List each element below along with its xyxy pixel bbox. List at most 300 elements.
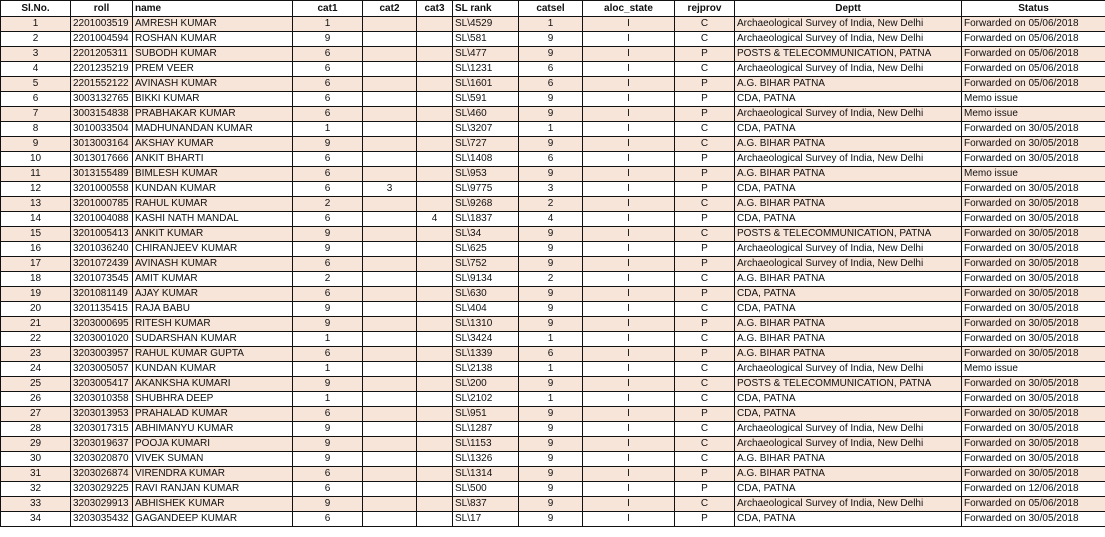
table-row [1,437,1105,452]
cell-roll: 3203029913 [71,497,133,512]
cell-slno: 13 [1,197,71,212]
cell-status: Forwarded on 05/06/2018 [962,497,1105,512]
cell-status: Forwarded on 30/05/2018 [962,317,1105,332]
cell-deptt: A.G. BIHAR PATNA [735,467,962,482]
cell-status: Forwarded on 05/06/2018 [962,17,1105,32]
cell-cat3 [417,32,453,47]
cell-slno: 23 [1,347,71,362]
cell-sl-rank: SL\1231 [453,62,519,77]
cell-sl-rank: SL\9134 [453,272,519,287]
cell-catsel: 9 [519,287,583,302]
cell-slno: 3 [1,47,71,62]
table-row [1,332,1105,347]
cell-roll: 3201135415 [71,302,133,317]
cell-cat1: 6 [293,62,363,77]
cell-cat2 [363,257,417,272]
cell-cat2 [363,62,417,77]
cell-deptt: A.G. BIHAR PATNA [735,77,962,92]
cell-cat2 [363,347,417,362]
cell-catsel: 9 [519,227,583,242]
cell-slno: 28 [1,422,71,437]
cell-sl-rank: SL\1153 [453,437,519,452]
cell-roll: 3203010358 [71,392,133,407]
table-row [1,287,1105,302]
cell-cat2 [363,47,417,62]
cell-aloc-state: I [583,182,675,197]
cell-aloc-state: I [583,212,675,227]
cell-roll: 3201000785 [71,197,133,212]
cell-deptt: A.G. BIHAR PATNA [735,197,962,212]
cell-aloc-state: I [583,512,675,527]
cell-cat2 [363,242,417,257]
table-row [1,212,1105,227]
cell-deptt: CDA, PATNA [735,392,962,407]
cell-aloc-state: I [583,92,675,107]
cell-cat1: 6 [293,92,363,107]
cell-sl-rank: SL\500 [453,482,519,497]
table-row [1,422,1105,437]
cell-status: Forwarded on 30/05/2018 [962,407,1105,422]
cell-rejprov: C [675,272,735,287]
cell-cat1: 6 [293,467,363,482]
cell-slno: 10 [1,152,71,167]
cell-cat1: 9 [293,242,363,257]
cell-slno: 2 [1,32,71,47]
table-row [1,62,1105,77]
col-header-sl-rank: SL rank [453,1,519,17]
cell-name: ABHISHEK KUMAR [133,497,293,512]
cell-deptt: CDA, PATNA [735,482,962,497]
table-row [1,122,1105,137]
cell-sl-rank: SL\17 [453,512,519,527]
cell-cat2 [363,482,417,497]
cell-name: VIRENDRA KUMAR [133,467,293,482]
cell-slno: 6 [1,92,71,107]
cell-cat3 [417,302,453,317]
cell-deptt: POSTS & TELECOMMUNICATION, PATNA [735,377,962,392]
table-row [1,47,1105,62]
cell-aloc-state: I [583,62,675,77]
cell-status: Forwarded on 30/05/2018 [962,227,1105,242]
cell-deptt: Archaeological Survey of India, New Delhi [735,17,962,32]
cell-deptt: POSTS & TELECOMMUNICATION, PATNA [735,47,962,62]
cell-cat1: 6 [293,47,363,62]
cell-slno: 31 [1,467,71,482]
cell-roll: 3203035432 [71,512,133,527]
cell-catsel: 9 [519,92,583,107]
cell-cat3 [417,77,453,92]
cell-cat2 [363,197,417,212]
cell-cat2 [363,317,417,332]
cell-aloc-state: I [583,152,675,167]
cell-sl-rank: SL\1287 [453,422,519,437]
cell-sl-rank: SL\951 [453,407,519,422]
cell-cat1: 1 [293,362,363,377]
cell-cat2 [363,32,417,47]
table-row [1,302,1105,317]
cell-sl-rank: SL\1310 [453,317,519,332]
cell-sl-rank: SL\581 [453,32,519,47]
cell-cat2 [363,377,417,392]
table-row [1,197,1105,212]
cell-name: RAHUL KUMAR [133,197,293,212]
cell-catsel: 4 [519,212,583,227]
cell-slno: 17 [1,257,71,272]
cell-slno: 7 [1,107,71,122]
cell-cat3 [417,17,453,32]
cell-slno: 20 [1,302,71,317]
cell-rejprov: C [675,422,735,437]
cell-sl-rank: SL\2138 [453,362,519,377]
cell-cat2 [363,302,417,317]
cell-rejprov: P [675,317,735,332]
cell-deptt: A.G. BIHAR PATNA [735,452,962,467]
cell-cat3 [417,332,453,347]
table-row [1,152,1105,167]
cell-cat1: 9 [293,437,363,452]
cell-name: KUNDAN KUMAR [133,362,293,377]
cell-aloc-state: I [583,242,675,257]
cell-deptt: Archaeological Survey of India, New Delhi [735,437,962,452]
cell-status: Forwarded on 30/05/2018 [962,212,1105,227]
cell-cat2 [363,332,417,347]
cell-roll: 3201004088 [71,212,133,227]
cell-cat3 [417,167,453,182]
cell-deptt: POSTS & TELECOMMUNICATION, PATNA [735,227,962,242]
cell-cat2 [363,392,417,407]
cell-cat2 [363,77,417,92]
cell-deptt: CDA, PATNA [735,407,962,422]
cell-roll: 3203029225 [71,482,133,497]
cell-slno: 14 [1,212,71,227]
cell-status: Memo issue [962,362,1105,377]
cell-catsel: 9 [519,47,583,62]
cell-roll: 3201005413 [71,227,133,242]
cell-slno: 34 [1,512,71,527]
cell-cat2 [363,107,417,122]
cell-rejprov: C [675,452,735,467]
cell-rejprov: P [675,212,735,227]
cell-catsel: 9 [519,467,583,482]
cell-sl-rank: SL\4529 [453,17,519,32]
cell-sl-rank: SL\1408 [453,152,519,167]
cell-cat3 [417,197,453,212]
cell-cat1: 6 [293,167,363,182]
col-header-status: Status [962,1,1105,17]
table-row [1,452,1105,467]
cell-catsel: 1 [519,122,583,137]
cell-cat3 [417,107,453,122]
cell-catsel: 9 [519,512,583,527]
cell-rejprov: C [675,392,735,407]
cell-roll: 3203005417 [71,377,133,392]
cell-cat3 [417,137,453,152]
cell-name: AMIT KUMAR [133,272,293,287]
cell-status: Memo issue [962,92,1105,107]
cell-rejprov: C [675,377,735,392]
cell-status: Forwarded on 30/05/2018 [962,302,1105,317]
cell-deptt: A.G. BIHAR PATNA [735,347,962,362]
cell-cat3 [417,62,453,77]
cell-catsel: 9 [519,482,583,497]
cell-sl-rank: SL\953 [453,167,519,182]
cell-status: Forwarded on 30/05/2018 [962,332,1105,347]
cell-aloc-state: I [583,317,675,332]
cell-roll: 3201036240 [71,242,133,257]
cell-name: SUBODH KUMAR [133,47,293,62]
cell-catsel: 9 [519,242,583,257]
cell-catsel: 9 [519,407,583,422]
cell-cat1: 6 [293,107,363,122]
cell-deptt: CDA, PATNA [735,287,962,302]
cell-catsel: 9 [519,32,583,47]
col-header-roll: roll [71,1,133,17]
cell-roll: 3013155489 [71,167,133,182]
cell-catsel: 9 [519,302,583,317]
cell-rejprov: P [675,47,735,62]
cell-deptt: A.G. BIHAR PATNA [735,137,962,152]
cell-status: Forwarded on 30/05/2018 [962,152,1105,167]
cell-rejprov: P [675,512,735,527]
cell-sl-rank: SL\752 [453,257,519,272]
cell-aloc-state: I [583,272,675,287]
cell-status: Forwarded on 30/05/2018 [962,437,1105,452]
cell-aloc-state: I [583,467,675,482]
cell-status: Forwarded on 05/06/2018 [962,32,1105,47]
cell-catsel: 9 [519,317,583,332]
cell-cat1: 6 [293,287,363,302]
cell-rejprov: C [675,137,735,152]
table-row [1,32,1105,47]
cell-catsel: 9 [519,107,583,122]
table-row [1,392,1105,407]
cell-sl-rank: SL\1837 [453,212,519,227]
col-header-cat3: cat3 [417,1,453,17]
cell-cat1: 9 [293,422,363,437]
cell-catsel: 9 [519,137,583,152]
cell-cat3 [417,242,453,257]
cell-status: Forwarded on 30/05/2018 [962,182,1105,197]
cell-rejprov: C [675,302,735,317]
cell-aloc-state: I [583,32,675,47]
cell-roll: 3010033504 [71,122,133,137]
cell-catsel: 1 [519,362,583,377]
cell-status: Forwarded on 05/06/2018 [962,47,1105,62]
cell-slno: 21 [1,317,71,332]
cell-rejprov: P [675,467,735,482]
cell-rejprov: C [675,62,735,77]
cell-cat3 [417,47,453,62]
cell-roll: 3203020870 [71,452,133,467]
cell-roll: 3201072439 [71,257,133,272]
cell-status: Forwarded on 30/05/2018 [962,287,1105,302]
table-row [1,242,1105,257]
cell-deptt: Archaeological Survey of India, New Delhi [735,32,962,47]
cell-sl-rank: SL\591 [453,92,519,107]
cell-slno: 11 [1,167,71,182]
cell-cat1: 2 [293,272,363,287]
cell-roll: 3201073545 [71,272,133,287]
cell-deptt: Archaeological Survey of India, New Delhi [735,62,962,77]
table-row [1,377,1105,392]
table-row [1,362,1105,377]
cell-rejprov: C [675,32,735,47]
cell-name: PREM VEER [133,62,293,77]
cell-sl-rank: SL\477 [453,47,519,62]
table-row [1,77,1105,92]
col-header-slno: Sl.No. [1,1,71,17]
cell-status: Forwarded on 30/05/2018 [962,377,1105,392]
cell-catsel: 9 [519,497,583,512]
cell-cat2 [363,287,417,302]
cell-roll: 3003154838 [71,107,133,122]
cell-catsel: 9 [519,437,583,452]
cell-roll: 3203026874 [71,467,133,482]
cell-aloc-state: I [583,107,675,122]
cell-deptt: CDA, PATNA [735,122,962,137]
cell-status: Forwarded on 30/05/2018 [962,242,1105,257]
cell-catsel: 6 [519,62,583,77]
cell-cat3 [417,437,453,452]
cell-deptt: Archaeological Survey of India, New Delhi [735,362,962,377]
table-row [1,167,1105,182]
table-row [1,227,1105,242]
cell-cat3 [417,467,453,482]
cell-slno: 16 [1,242,71,257]
cell-slno: 4 [1,62,71,77]
cell-rejprov: P [675,347,735,362]
cell-roll: 3003132765 [71,92,133,107]
cell-name: RAVI RANJAN KUMAR [133,482,293,497]
cell-cat1: 2 [293,197,363,212]
cell-name: RAJA BABU [133,302,293,317]
cell-rejprov: C [675,122,735,137]
cell-cat3 [417,512,453,527]
cell-catsel: 9 [519,452,583,467]
cell-roll: 2201235219 [71,62,133,77]
cell-cat2 [363,167,417,182]
cell-cat1: 9 [293,302,363,317]
cell-cat1: 9 [293,317,363,332]
cell-catsel: 1 [519,392,583,407]
cell-deptt: CDA, PATNA [735,182,962,197]
cell-name: RAHUL KUMAR GUPTA [133,347,293,362]
cell-cat3 [417,407,453,422]
cell-rejprov: P [675,92,735,107]
cell-cat3 [417,362,453,377]
cell-cat2 [363,212,417,227]
cell-deptt: Archaeological Survey of India, New Delhi [735,152,962,167]
cell-status: Forwarded on 30/05/2018 [962,137,1105,152]
cell-cat3 [417,227,453,242]
cell-name: ANKIT KUMAR [133,227,293,242]
cell-catsel: 9 [519,167,583,182]
cell-name: RITESH KUMAR [133,317,293,332]
cell-cat3 [417,347,453,362]
cell-cat3 [417,152,453,167]
cell-aloc-state: I [583,77,675,92]
table-row [1,497,1105,512]
cell-deptt: Archaeological Survey of India, New Delhi [735,497,962,512]
cell-cat3 [417,182,453,197]
cell-cat2 [363,497,417,512]
cell-sl-rank: SL\625 [453,242,519,257]
cell-status: Forwarded on 30/05/2018 [962,347,1105,362]
cell-cat3 [417,377,453,392]
cell-cat2 [363,407,417,422]
cell-name: AMRESH KUMAR [133,17,293,32]
cell-roll: 2201552122 [71,77,133,92]
cell-cat2 [363,92,417,107]
cell-status: Forwarded on 30/05/2018 [962,512,1105,527]
cell-slno: 24 [1,362,71,377]
cell-status: Forwarded on 30/05/2018 [962,422,1105,437]
cell-catsel: 2 [519,272,583,287]
cell-slno: 32 [1,482,71,497]
cell-deptt: A.G. BIHAR PATNA [735,272,962,287]
cell-deptt: Archaeological Survey of India, New Delhi [735,107,962,122]
cell-rejprov: C [675,197,735,212]
cell-status: Memo issue [962,167,1105,182]
cell-cat3 [417,317,453,332]
cell-cat1: 6 [293,212,363,227]
cell-aloc-state: I [583,257,675,272]
cell-deptt: CDA, PATNA [735,302,962,317]
cell-name: ABHIMANYU KUMAR [133,422,293,437]
cell-aloc-state: I [583,137,675,152]
cell-name: MADHUNANDAN KUMAR [133,122,293,137]
cell-cat2: 3 [363,182,417,197]
cell-name: KUNDAN KUMAR [133,182,293,197]
cell-name: AVINASH KUMAR [133,257,293,272]
cell-status: Forwarded on 30/05/2018 [962,272,1105,287]
cell-roll: 3203017315 [71,422,133,437]
cell-slno: 9 [1,137,71,152]
cell-catsel: 6 [519,77,583,92]
cell-aloc-state: I [583,302,675,317]
cell-name: VIVEK SUMAN [133,452,293,467]
col-header-cat2: cat2 [363,1,417,17]
cell-sl-rank: SL\460 [453,107,519,122]
cell-cat2 [363,272,417,287]
cell-cat2 [363,362,417,377]
cell-slno: 33 [1,497,71,512]
cell-sl-rank: SL\1601 [453,77,519,92]
cell-rejprov: P [675,257,735,272]
cell-cat2 [363,122,417,137]
cell-rejprov: C [675,437,735,452]
cell-cat3 [417,92,453,107]
cell-slno: 12 [1,182,71,197]
cell-name: ROSHAN KUMAR [133,32,293,47]
cell-catsel: 9 [519,377,583,392]
cell-roll: 2201004594 [71,32,133,47]
table-row [1,257,1105,272]
cell-cat1: 6 [293,152,363,167]
cell-deptt: CDA, PATNA [735,212,962,227]
cell-cat1: 1 [293,332,363,347]
cell-cat2 [363,512,417,527]
cell-cat3 [417,122,453,137]
table-row [1,92,1105,107]
col-header-aloc-state: aloc_state [583,1,675,17]
cell-cat3 [417,482,453,497]
cell-sl-rank: SL\837 [453,497,519,512]
cell-aloc-state: I [583,407,675,422]
cell-status: Forwarded on 30/05/2018 [962,257,1105,272]
cell-aloc-state: I [583,422,675,437]
cell-sl-rank: SL\9775 [453,182,519,197]
